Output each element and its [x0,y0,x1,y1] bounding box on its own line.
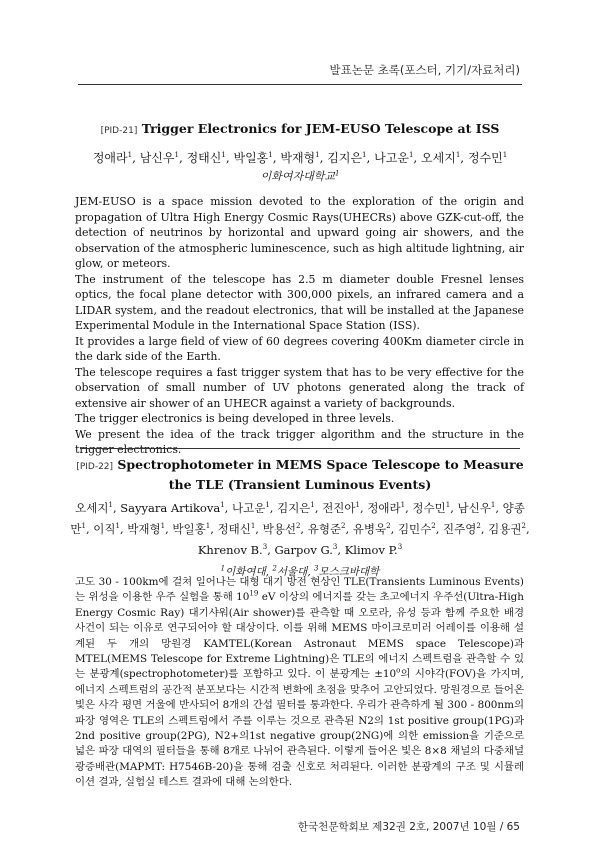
paper1-code: [PID-21] [100,126,138,136]
author-sup: 3 [397,543,403,552]
author-name: 정애라 [367,501,401,515]
header-rule [78,84,522,85]
author-name: 정태신 [217,522,251,536]
paper1-paragraph: The trigger electronics is being developed in three levels. [75,412,395,425]
author-name: Klimov P. [344,543,398,557]
author-sup: 1 [174,151,179,159]
author-name: 남신우 [139,151,175,165]
paper1-paragraph: It provides a large field of view of 60 degrees covering 400Km diameter circle in the dark side of the Earth. [75,334,524,363]
author-sup: 1 [221,151,226,159]
paper1-paragraph: We present the idea of the track trigger algorithm and the structure in the trigger electronics. [75,427,524,456]
author-name: 남신우 [457,501,491,515]
author-sup: 1 [408,151,414,159]
author-name: 박일홍 [233,151,269,165]
author-sup: 2 [341,522,346,531]
paper1-title [70,121,530,136]
author-name: 전진아 [322,501,356,515]
author-sup: 2 [431,522,436,531]
author-name: 김용권 [488,522,522,536]
paper1-paragraph: The instrument of the telescope has 2.5 m diameter double Fresnel lenses optics, the focal plane detector with 300,000 pixels, an infrared camera and a LIDAR system, and the readout electronics, that will be installed at the Japanese Experimental Module in the International Space Station (ISS). [75,272,524,332]
author-name: 김지은 [327,151,363,165]
paper2-abstract-pre: 고도 30 - 100km에 걸쳐 일어나는 대형 대기 방전 현상인 TLE(Transients Luminous Events)는 위성을 이용한 우주 실험을 통해 10 [75,576,524,604]
author-sup: 1 [355,501,360,510]
paper1-affiliation-text: 이화여자대학교 [260,170,335,183]
author-sup: 1 [400,501,406,510]
paper2-abstract-mid: eV 이상의 에너지를 갖는 초고에너지 우주선(Ultra-High Energy Cosmic Ray) 대기샤워(Air shower)를 관측할 때 오로라, 유성 등과 함께 주요한 배경 사건이 되는 이유로 연구되어야 할 대상이다. 이를 위해 MEMS 마이크로미러 어레이를 이용해 설계된 두 개의 망원경 KAMTEL(Korean Astronaut MEMS space Telescope)과 MTEL(MEMS Telescope for Extreme Lightning)은 TLE의 에너지 스펙트럼을 관측할 수 있는 분광계(spectrophotometer)를 포함하고 있다. 이 분광계는 ±10 [75,591,524,681]
author-sup: 1 [220,501,225,510]
affiliation-sup: 1 [220,564,226,573]
author-name: Garpov G. [274,543,333,557]
paper1-authors: 정애라$^1$, 남신우$^1$, 정태신$^1$, 박일홍$^1$, 박재형$^1$, 김지은$^1$, 나고운$^1$, 오세지$^1$, 정수민$^1$ [92,151,508,165]
author-sup: 2 [521,522,526,531]
author-name: 나고운 [231,501,266,515]
paper1-paragraph: The telescope requires a fast trigger system that has to be very effective for the observation of small number of UV photons generated along the track of extensive air shower of an UHECR against a variety of backgrounds. [75,365,524,410]
paper2-affiliations: $^1$이화여대, $^2$서울대, $^3$모스크바대학 [220,564,380,578]
paper2-code: [PID-22] [76,462,114,472]
affiliation-name: 서울대 [276,566,308,578]
author-sup: 1 [315,151,320,159]
author-sup: 1 [268,151,273,159]
section-rule [80,448,520,449]
author-name: 박재형 [280,151,316,165]
affiliation-sup: 2 [272,564,277,573]
paper2-abstract-sup1: 19 [249,589,259,598]
author-sup: 2 [295,522,301,531]
author-sup: 1 [362,151,367,159]
affiliation-name: 이화여대 [225,566,266,578]
author-name: 유형준 [307,522,342,536]
author-sup: 1 [455,151,461,159]
paper2-title-line1: Spectrophotometer in MEMS Space Telescope to Measure [117,457,524,472]
affiliation-name: 모스크바대학 [318,566,380,578]
paper1-title-text: Trigger Electronics for JEM-EUSO Telescope at ISS [141,121,500,136]
paper1-paragraph: JEM-EUSO is a space mission devoted to the exploration of the origin and propagation of Ultra High Energy Cosmic Rays(UHECRs) above GZK-cut-off, the detection of neutrinos by horizontal and upward going air showers, and the observation of the atmospheric luminescence, such as high altitude lightning, air glow, or meteors. [75,195,524,270]
author-sup: 1 [310,501,315,510]
author-sup: 1 [490,501,496,510]
paper1-affiliation-sup: 1 [334,169,340,178]
author-sup: 1 [160,522,166,531]
author-name: 진주영 [443,522,477,536]
author-name: 오세지 [421,151,456,165]
author-sup: 3 [262,543,268,552]
author-sup: 1 [502,151,508,159]
paper2-author-list: 오세지$^1$, Sayyara Artikova$^1$, 나고운$^1$, 김지은$^1$, 전진아$^1$, 정애라$^1$, 정수민$^1$, 남신우$^1$, 양종만$^1$, 이직$^1$, 박재형$^1$, 박일홍$^1$, 정태신$^1$, 박용선$^2$, 유형준$^2$, 유병욱$^2$, 김민수$^2$, 진주영$^2$, 김용권$^2$, Khrenov B.$^3$, Garpov G.$^3$, Klimov P.$^3$ [70,501,530,557]
author-name: 정수민 [467,151,503,165]
page-footer: 한국천문학회보 제32권 2호, 2007년 10월 / 65 [297,821,520,833]
author-name: 박재형 [127,522,161,536]
author-sup: 1 [127,151,133,159]
author-sup: 1 [265,501,270,510]
author-name: 박일홍 [172,522,206,536]
author-sup: 2 [386,522,391,531]
author-name: 정애라 [92,151,128,165]
author-sup: 1 [250,522,256,531]
author-sup: 1 [205,522,211,531]
author-name: 오세지 [75,501,109,515]
author-name: 김지은 [277,501,311,515]
author-name: 정수민 [412,501,446,515]
paper2-title-line2: the TLE (Transient Luminous Events) [168,477,432,492]
paper2-title [70,456,530,494]
author-name: 정태신 [186,151,222,165]
author-name: 이직 [93,522,116,536]
paper1-affiliation [70,168,530,184]
paper1-abstract [75,194,524,458]
paper2-abstract [75,575,524,791]
author-name: 나고운 [374,151,409,165]
affiliation-sup: 3 [314,564,319,573]
author-name: Khrenov B. [197,543,263,557]
paper2-authors [70,498,530,583]
author-name: 유병욱 [352,522,387,536]
author-name: Sayyara Artikova [120,501,221,515]
author-name: 박용선 [262,522,296,536]
author-name: 양종만 [70,501,525,536]
author-sup: 3 [332,543,338,552]
author-sup: 2 [476,522,481,531]
paper2-abstract-post: 의 시야각(FOV)을 가지며, 에너지 스펙트럼의 공간적 분포보다는 시간적 변화에 초점을 맞추어 고안되었다. 망원경으로 들어온 빛은 사각 평면 거울에 반사되어 8개의 간섭 필터를 통과한다. 우리가 관측하게 될 300 - 800nm의 파장 영역은 TLE의 스펙트럼에서 주를 이루는 것으로 관측된 N2의 1st positive group(1PG)과 2nd positive group(2PG), N2+의1st negative group(2NG)에 의한 emission을 기준으로 넓은 파장 대역의 필터들을 통해 8개로 나뉘어 관측된다. 이렇게 들어온 빛은 8×8 채널의 다중채널광증배관(MAPMT: H7546B-20)을 통해 검출 신호로 처리된다. 이러한 분광계의 구조 및 시뮬레이션 결과, 실험실 테스트 결과에 대해 논의한다. [75,668,524,789]
author-sup: 1 [81,522,86,531]
paper2-abstract-sup2: o [396,666,401,675]
author-sup: 1 [115,522,120,531]
running-head: 발표논문 초록(포스터, 기기/자료처리) [329,63,520,77]
author-sup: 1 [445,501,451,510]
author-sup: 1 [108,501,113,510]
author-name: 김민수 [397,522,432,536]
